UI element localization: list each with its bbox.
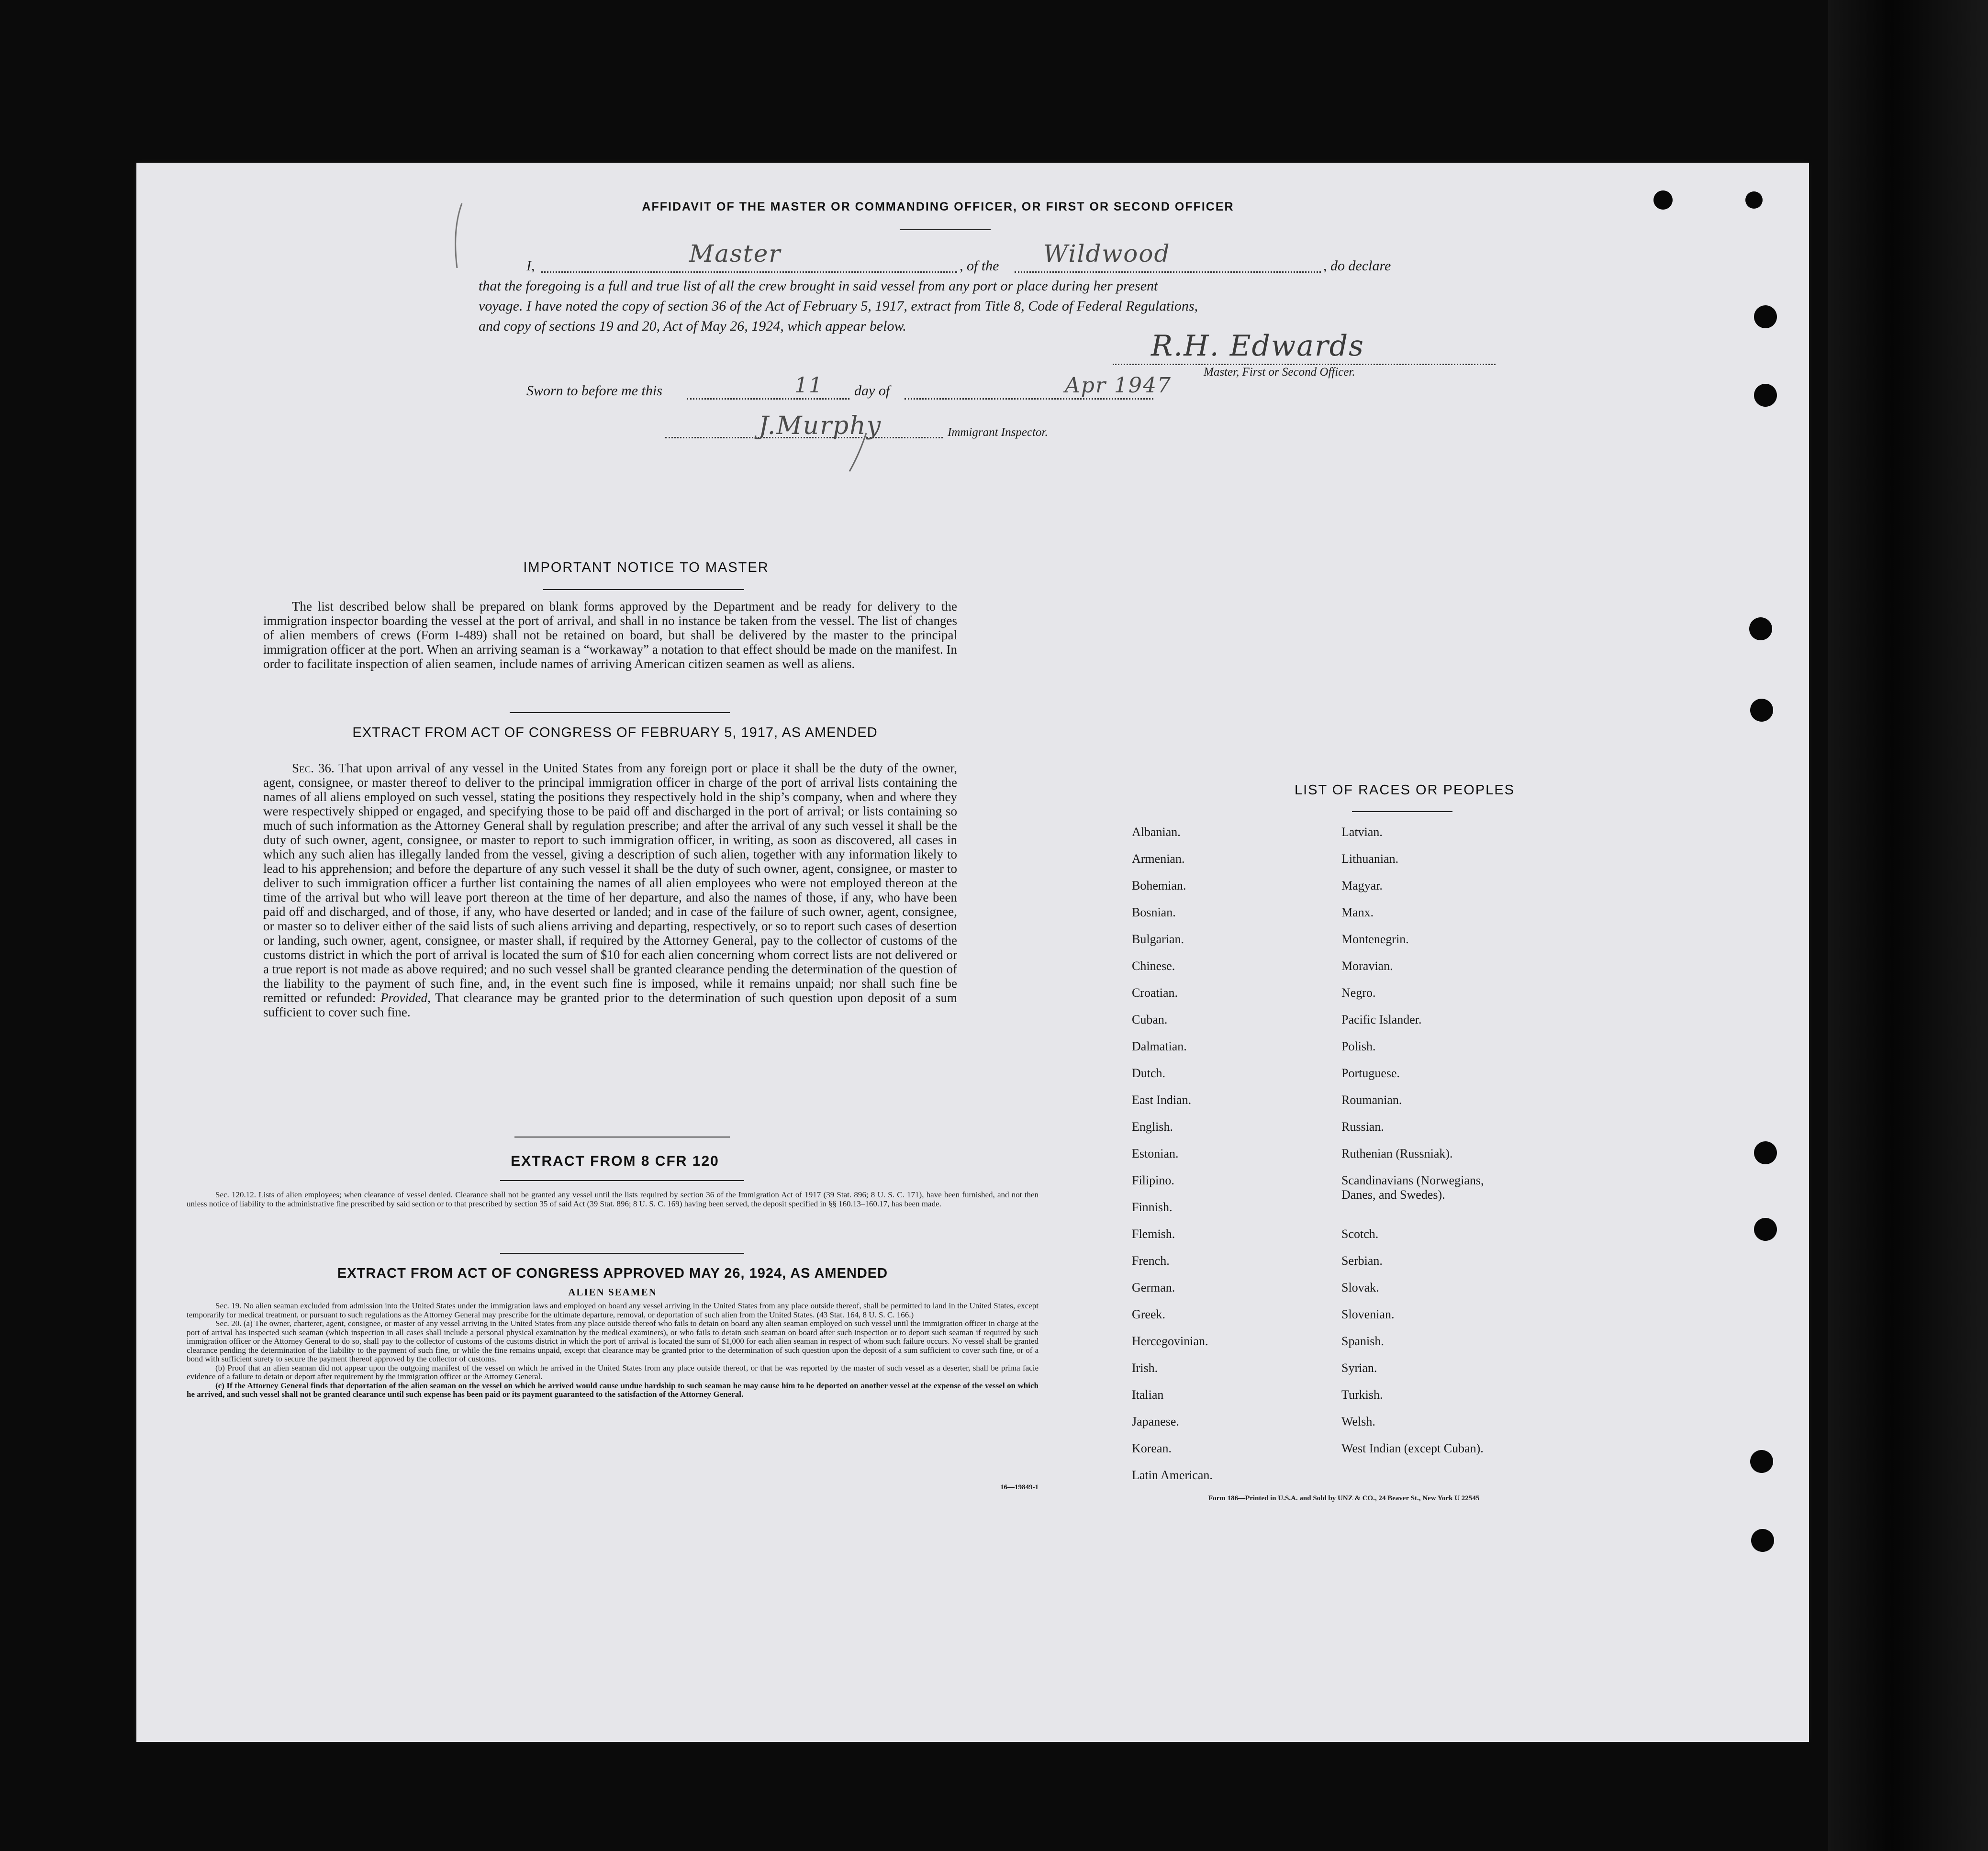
- master-signature: R.H. Edwards: [1151, 329, 1364, 363]
- race-item: Dalmatian.: [1132, 1039, 1187, 1053]
- race-item: Greek.: [1132, 1307, 1166, 1321]
- race-item: Bohemian.: [1132, 879, 1186, 892]
- pencil-mark: [447, 201, 467, 273]
- race-item: Dutch.: [1132, 1066, 1166, 1080]
- race-item: Polish.: [1341, 1039, 1376, 1053]
- race-item: Bosnian.: [1132, 905, 1176, 919]
- declarant-line: [541, 271, 957, 273]
- races-title: LIST OF RACES OR PEOPLES: [1294, 782, 1515, 798]
- race-item: Serbian.: [1341, 1254, 1383, 1268]
- section-36-text: That upon arrival of any vessel in the United States from any foreign port or place it shall be the duty of the owner, agent, consignee, or master thereof to deliver to the principal immigration officer in charge of the port of arrival lists containing the names of all aliens employed on such vessel, stating the positions they respectively hold in the ship’s company, when and where they were respectively shipped or engaged, and specifying those to be paid off and discharged in the port of arrival; or lists containing so much of such information as the Attorney General shall by regulation prescribe; and after the arrival of any such vessel it shall be the duty of such owner, agent, consignee, or master to report to such immigration officer, in writing, as soon as discovered, all cases in which any such alien has illegally landed from the vessel, giving a description of such alien, together with any information likely to lead to his apprehension; and before the departure of any such vessel it shall be the duty of such owner, agent, consignee, or master to deliver to such immigration officer a further list containing the names of all alien employees who were not employed thereon at the time of the arrival but who will leave port thereon at the time of her departure, and also the names of those, if any, who have been paid off and discharged, and of those, if any, who have deserted or landed; and in case of the failure of such owner, agent, consignee, or master so to deliver either of the said lists of such aliens arriving and departing, respectively, or so to report such cases of desertion or landing, such owner, agent, consignee, or master shall, if required by the Attorney General, pay to the collector of customs of the customs district in which the port of arrival is located the sum of $10 for each alien concerning whom correct lists are not delivered or a true report is not made as above required; and no such vessel shall be granted clearance pending the determination of the question of the liability to the payment of such fine, and, in the event such fine is imposed, while it remains unpaid; nor shall such fine be remitted or refunded:: [263, 761, 957, 1005]
- section-20c: (c) If the Attorney General finds that deportation of the alien seaman on the vessel on which he arrived would cause undue hardship to such seaman he may cause him to be deported on another vessel at the expense of the vessel on which he arrived, and such vessel shall not be granted clearance until such expense has been paid or its payment guaranteed to the satisfaction of the Attorney General.: [187, 1381, 1039, 1399]
- cfr-text: [187, 1191, 1039, 1208]
- day-line: [687, 398, 849, 400]
- printer-footer: Form 186—Printed in U.S.A. and Sold by UNZ & CO., 24 Beaver St., New York U 22545: [1208, 1494, 1480, 1502]
- race-item: Flemish.: [1132, 1227, 1175, 1241]
- race-item: Roumanian.: [1341, 1093, 1402, 1107]
- provided-word: Provided,: [380, 991, 431, 1005]
- binder-hole: [1745, 191, 1763, 209]
- binder-hole: [1749, 617, 1772, 640]
- affidavit-title: AFFIDAVIT OF THE MASTER OR COMMANDING OFFICER, OR FIRST OR SECOND OFFICER: [642, 200, 1234, 213]
- divider: [500, 1180, 744, 1181]
- signature-caption: Master, First or Second Officer.: [1204, 366, 1355, 379]
- race-item: Korean.: [1132, 1441, 1172, 1455]
- extract-1924-subtitle: ALIEN SEAMEN: [568, 1286, 657, 1298]
- divider: [510, 712, 730, 713]
- race-item: Negro.: [1341, 986, 1376, 1000]
- race-item: Scotch.: [1341, 1227, 1379, 1241]
- inspector-caption: Immigrant Inspector.: [948, 426, 1048, 439]
- race-item: English.: [1132, 1120, 1173, 1134]
- section-19: Sec. 19. No alien seaman excluded from admission into the United States under the immigration laws and employed on board any vessel arriving in the United States from any place outside thereof, shall be permitted to land in the United States, except temporarily for medical treatment, or pursuant to such regulations as the Attorney General may prescribe for the ultimate departure, removal, or deportation of such alien from the United States. (43 Stat. 164, 8 U. S. C. 166.): [187, 1301, 1039, 1319]
- race-item: East Indian.: [1132, 1093, 1192, 1107]
- race-item: Slovak.: [1341, 1281, 1379, 1294]
- i-label: I,: [526, 258, 535, 274]
- race-item: Croatian.: [1132, 986, 1178, 1000]
- race-item: Turkish.: [1341, 1388, 1383, 1402]
- section-20a: Sec. 20. (a) The owner, charterer, agent, consignee, or master of any vessel arriving in the United States from any place outside thereof who fails to detain on board any alien seaman employed on such vessel until the immigration officer in charge at the port of arrival has inspected such seaman (which inspection in all cases shall include a personal physical examination by the medical examiners), or who fails to detain such seaman on board after such inspection or to deport such seaman if required by such immigration officer or the Attorney General to do so, shall pay to the collector of customs of the customs district in which the port of arrival is located the sum of $1,000 for each alien seaman in respect of whom such failure occurs. No vessel shall be granted clearance pending the determination of the liability to the payment of such fine, or while the fine remains unpaid, except that clearance may be granted prior to the determination of such question upon the deposit of a sum sufficient to cover such fine, or of a bond with sufficient surety to secure the payment thereof approved by the collector of customs.: [187, 1319, 1039, 1363]
- race-item: Pacific Islander.: [1341, 1013, 1422, 1026]
- race-item: Latin American.: [1132, 1468, 1213, 1482]
- races-right-column: [1341, 825, 1547, 1468]
- race-item: Scandinavians (Norwegians, Danes, and Swedes).: [1341, 1173, 1484, 1202]
- section-36-proviso: That clearance may be granted prior to the determination of such question upon deposit of a sum sufficient to cover such fine.: [263, 991, 957, 1019]
- document-page: [136, 163, 1809, 1742]
- extract-1924-title: EXTRACT FROM ACT OF CONGRESS APPROVED MAY 26, 1924, AS AMENDED: [337, 1266, 888, 1281]
- race-item: Japanese.: [1132, 1415, 1179, 1428]
- race-item: Albanian.: [1132, 825, 1181, 839]
- race-item: Portuguese.: [1341, 1066, 1400, 1080]
- signature-line: [1113, 364, 1496, 365]
- race-item: French.: [1132, 1254, 1170, 1268]
- notice-body: The list described below shall be prepared on blank forms approved by the Department and be ready for delivery to the immigration inspector boarding the vessel at the port of arrival, and shall in no instance be taken from the vessel. The list of changes of alien members of crews (Form I-489) shall not be retained on board, but shall be delivered by the master to the principal immigration officer at the port. When an arriving seaman is a “workaway” a notation to that effect should be made on the manifest. In order to facilitate inspection of alien seamen, include names of arriving American citizen seamen as well as aliens.: [263, 599, 957, 671]
- race-item: Cuban.: [1132, 1013, 1168, 1026]
- affidavit-line: voyage. I have noted the copy of section 36 of the Act of February 5, 1917, extract from Title 8, Code of Federal Regulations,: [479, 298, 1198, 314]
- race-item: Latvian.: [1341, 825, 1383, 839]
- divider: [1352, 811, 1452, 812]
- race-item: Magyar.: [1341, 879, 1383, 892]
- affidavit-line: and copy of sections 19 and 20, Act of May 26, 1924, which appear below.: [479, 318, 906, 334]
- film-border: [1828, 0, 1988, 1851]
- race-item: Italian: [1132, 1388, 1164, 1402]
- race-item: Hercegovinian.: [1132, 1334, 1208, 1348]
- binder-hole: [1754, 384, 1777, 407]
- vessel-handwritten: Wildwood: [1043, 240, 1171, 268]
- race-item: Syrian.: [1341, 1361, 1377, 1375]
- affidavit-declaration: [479, 240, 1555, 336]
- affidavit-line: that the foregoing is a full and true list of all the crew brought in said vessel from any port or place during her present: [479, 278, 1158, 294]
- cfr-body: Sec. 120.12. Lists of alien employees; when clearance of vessel denied. Clearance shall not be granted any vessel until the lists required by section 36 of the Immigration Act of 1917 (39 Stat. 896; 8 U. S. C. 171), have been furnished, and not then unless notice of liability to the administrative fine prescribed by said section or to that prescribed by section 35 of said Act (39 Stat. 896; 8 U. S. C. 169) having been served, the deposit specified in §§ 160.13–160.17, has been made.: [187, 1190, 1039, 1208]
- divider: [543, 589, 744, 590]
- form-code: 16—19849-1: [1000, 1483, 1039, 1491]
- vessel-line: [1015, 271, 1321, 273]
- declarant-handwritten: Master: [689, 240, 782, 268]
- inspector-signature: J.Murphy: [759, 412, 882, 440]
- of-the-label: , of the: [960, 258, 999, 274]
- extract-1917-text: [263, 761, 957, 1019]
- race-item: Bulgarian.: [1132, 932, 1184, 946]
- race-item: Estonian.: [1132, 1147, 1179, 1160]
- race-item: German.: [1132, 1281, 1175, 1294]
- binder-hole: [1751, 1529, 1774, 1552]
- race-item: Slovenian.: [1341, 1307, 1395, 1321]
- notice-text: [263, 599, 957, 671]
- race-item: Montenegrin.: [1341, 932, 1409, 946]
- race-item: Welsh.: [1341, 1415, 1375, 1428]
- section-20b: (b) Proof that an alien seaman did not appear upon the outgoing manifest of the vessel on which he arrived in the United States from any place outside thereof, or that he was reported by the master of such vessel as a deserter, shall be prima facie evidence of a failure to detain or deport after requirement by the immigration officer or the Attorney General.: [187, 1363, 1039, 1381]
- binder-hole: [1750, 1450, 1773, 1473]
- race-item: Irish.: [1132, 1361, 1158, 1375]
- section-label: Sec. 36.: [292, 761, 335, 775]
- sworn-day-handwritten: 11: [794, 373, 823, 398]
- divider: [900, 229, 991, 230]
- race-item: Finnish.: [1132, 1200, 1173, 1214]
- pencil-mark: [845, 431, 873, 474]
- binder-hole: [1754, 1141, 1777, 1164]
- do-declare-label: , do declare: [1323, 258, 1391, 274]
- notice-title: IMPORTANT NOTICE TO MASTER: [523, 560, 769, 575]
- binder-hole: [1653, 190, 1673, 210]
- cfr-title: EXTRACT FROM 8 CFR 120: [511, 1153, 719, 1169]
- race-item: Ruthenian (Russniak).: [1341, 1147, 1453, 1160]
- race-item: Lithuanian.: [1341, 852, 1399, 866]
- month-line: [905, 398, 1153, 400]
- race-item: Filipino.: [1132, 1173, 1174, 1187]
- day-of-label: day of: [854, 383, 890, 399]
- race-item: Chinese.: [1132, 959, 1175, 973]
- sworn-date-handwritten: Apr 1947: [1065, 373, 1172, 398]
- races-left-column: [1132, 825, 1333, 1492]
- sworn-label: Sworn to before me this: [526, 383, 662, 399]
- binder-hole: [1754, 1218, 1777, 1241]
- race-item: Russian.: [1341, 1120, 1384, 1134]
- sworn-line: [526, 373, 1292, 412]
- divider: [500, 1253, 744, 1254]
- race-item: Moravian.: [1341, 959, 1393, 973]
- binder-hole: [1750, 699, 1773, 722]
- race-item: Spanish.: [1341, 1334, 1384, 1348]
- race-item: Armenian.: [1132, 852, 1185, 866]
- extract-1924-text: [187, 1302, 1039, 1399]
- race-item: West Indian (except Cuban).: [1341, 1441, 1484, 1455]
- race-item: Manx.: [1341, 905, 1374, 919]
- binder-hole: [1754, 305, 1777, 328]
- extract-1917-title: EXTRACT FROM ACT OF CONGRESS OF FEBRUARY 5, 1917, AS AMENDED: [352, 725, 878, 740]
